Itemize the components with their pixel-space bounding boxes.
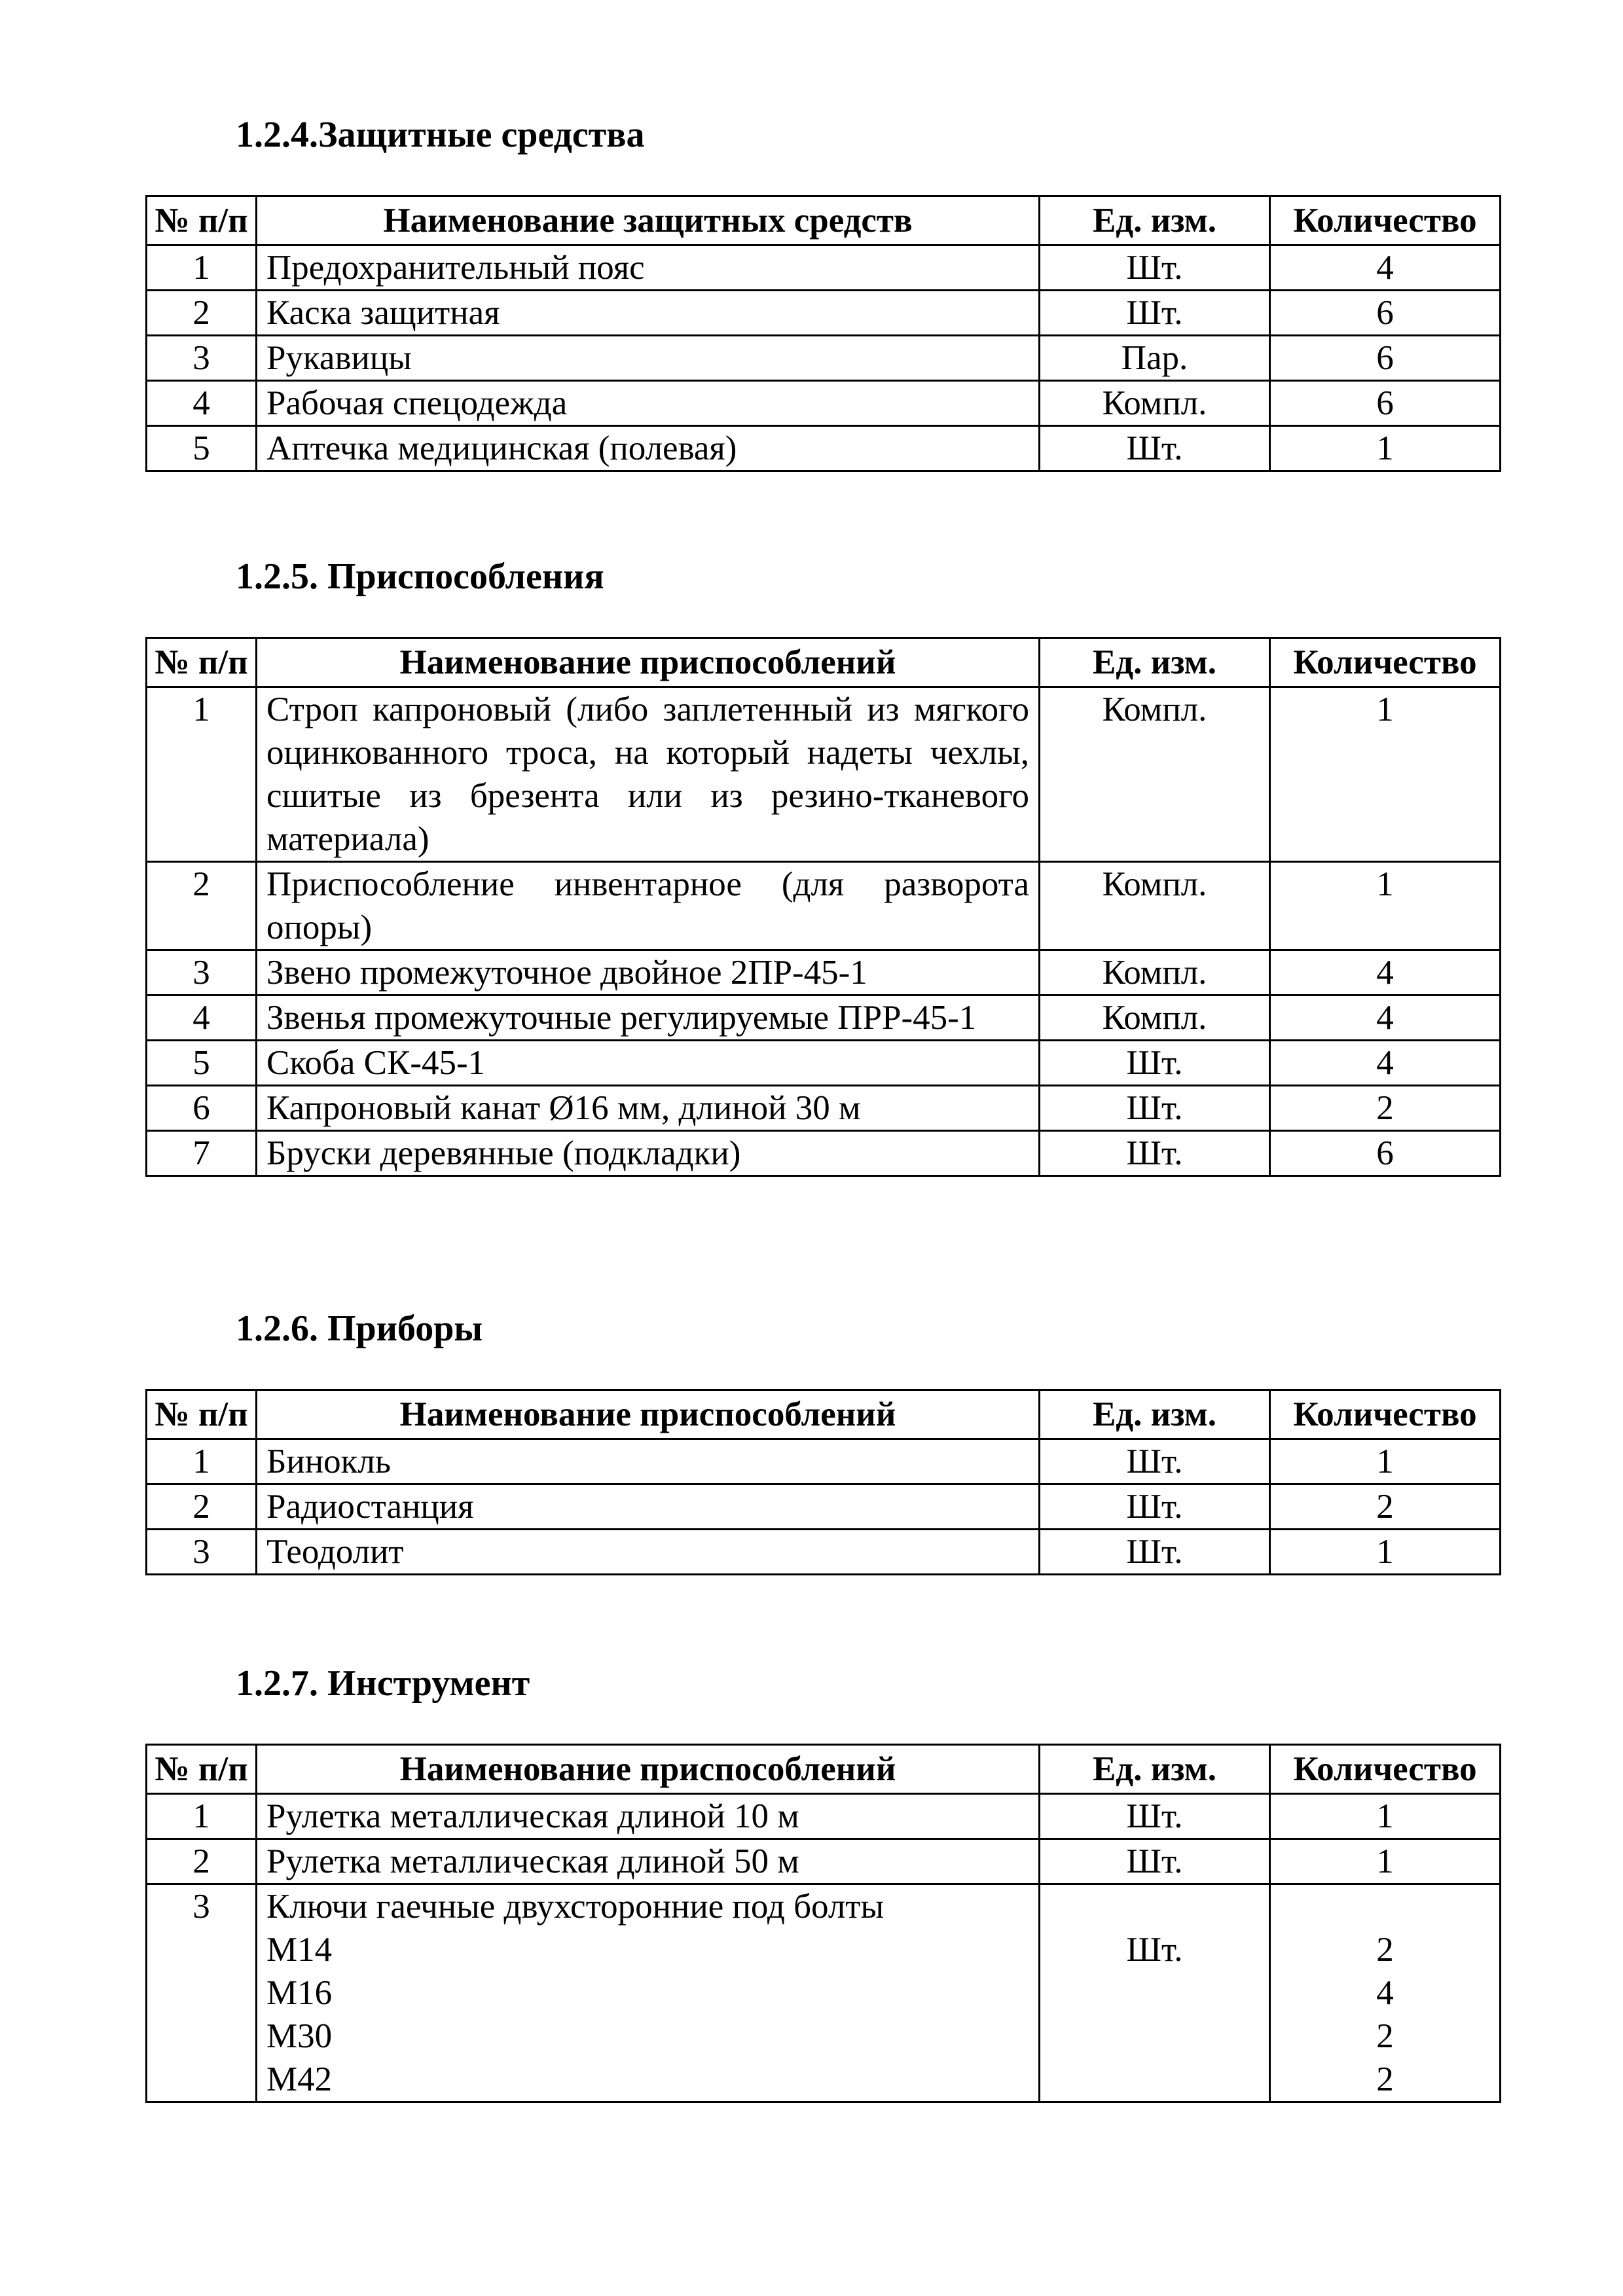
row-unit: Компл. [1040, 862, 1270, 950]
row-name: Рукавицы [257, 336, 1040, 381]
header-name: Наименование приспособлений [257, 638, 1040, 687]
row-name: Звенья промежуточные регулируемые ПРР-45-1 [257, 996, 1040, 1041]
header-num: № п/п [147, 638, 257, 687]
row-num: 1 [147, 1794, 257, 1839]
header-unit: Ед. изм. [1040, 638, 1270, 687]
row-unit: Шт. [1040, 426, 1270, 471]
table-row [147, 1131, 1501, 1176]
header-num: № п/п [147, 196, 257, 245]
row-num: 4 [147, 996, 257, 1041]
row-qty: 6 [1270, 381, 1501, 426]
section-heading-tools: 1.2.7. Инструмент [236, 1663, 530, 1704]
tools-table [145, 1744, 1501, 2103]
wrench-size: М30 [266, 2017, 333, 2055]
row-num: 1 [147, 1439, 257, 1484]
table-row [147, 245, 1501, 291]
row-unit: Шт. [1040, 1131, 1270, 1176]
row-name: Бруски деревянные (подкладки) [257, 1131, 1040, 1176]
header-qty: Количество [1270, 1390, 1501, 1439]
header-qty: Количество [1270, 196, 1501, 245]
row-qty: 4 [1270, 996, 1501, 1041]
table-header-row [147, 638, 1501, 687]
table-header-row [147, 1745, 1501, 1794]
row-unit: Шт. [1040, 1041, 1270, 1086]
row-name: Аптечка медицинская (полевая) [257, 426, 1040, 471]
row-num: 5 [147, 426, 257, 471]
row-num: 2 [147, 1839, 257, 1884]
row-name: Рулетка металлическая длиной 50 м [257, 1839, 1040, 1884]
table-row [147, 1794, 1501, 1839]
row-name: Капроновый канат Ø16 мм, длиной 30 м [257, 1086, 1040, 1131]
row-num: 2 [147, 862, 257, 950]
row-unit: Компл. [1040, 950, 1270, 996]
protective-equipment-table [145, 195, 1501, 472]
row-unit: Шт. [1040, 291, 1270, 336]
row-unit: Компл. [1040, 687, 1270, 862]
row-unit: Шт. [1040, 1086, 1270, 1131]
header-name: Наименование приспособлений [257, 1745, 1040, 1794]
row-num: 2 [147, 291, 257, 336]
row-qty: 6 [1270, 291, 1501, 336]
row-name: Каска защитная [257, 291, 1040, 336]
header-unit: Ед. изм. [1040, 1390, 1270, 1439]
row-unit: Компл. [1040, 996, 1270, 1041]
row-unit [1040, 1884, 1270, 2102]
row-qty: 4 [1270, 245, 1501, 291]
row-num: 1 [147, 245, 257, 291]
row-unit: Шт. [1040, 1484, 1270, 1530]
row-qty: 4 [1270, 950, 1501, 996]
row-qty: 4 [1270, 1041, 1501, 1086]
row-qty [1270, 1884, 1501, 2102]
wrench-qty: 2 [1376, 2060, 1394, 2098]
row-name: Бинокль [257, 1439, 1040, 1484]
wrench-qty: 2 [1376, 1931, 1394, 1969]
row-unit: Компл. [1040, 381, 1270, 426]
header-name: Наименование приспособлений [257, 1390, 1040, 1439]
table-row [147, 996, 1501, 1041]
wrench-unit: Шт. [1126, 1931, 1183, 1969]
row-qty: 6 [1270, 1131, 1501, 1176]
row-name: Радиостанция [257, 1484, 1040, 1530]
row-num: 3 [147, 1884, 257, 2102]
table-row [147, 381, 1501, 426]
row-qty: 1 [1270, 1530, 1501, 1575]
row-name: Рулетка металлическая длиной 10 м [257, 1794, 1040, 1839]
row-name: Скоба СК-45-1 [257, 1041, 1040, 1086]
row-num: 1 [147, 687, 257, 862]
row-unit: Шт. [1040, 1794, 1270, 1839]
row-name: Теодолит [257, 1530, 1040, 1575]
row-name: Рабочая спецодежда [257, 381, 1040, 426]
table-row [147, 1884, 1501, 2102]
row-qty: 1 [1270, 1439, 1501, 1484]
header-unit: Ед. изм. [1040, 1745, 1270, 1794]
wrench-qty: 2 [1376, 2017, 1394, 2055]
section-heading-instruments: 1.2.6. Приборы [236, 1308, 483, 1349]
row-qty: 2 [1270, 1484, 1501, 1530]
wrench-size: М14 [266, 1931, 333, 1969]
row-qty: 2 [1270, 1086, 1501, 1131]
row-name: Приспособление инвентарное (для разворота опоры) [257, 862, 1040, 950]
wrench-qty: 4 [1376, 1974, 1394, 2012]
header-num: № п/п [147, 1745, 257, 1794]
table-row [147, 1041, 1501, 1086]
row-unit: Шт. [1040, 1839, 1270, 1884]
row-qty: 1 [1270, 862, 1501, 950]
table-row [147, 950, 1501, 996]
row-unit: Шт. [1040, 1530, 1270, 1575]
row-num: 4 [147, 381, 257, 426]
wrench-size: М16 [266, 1974, 333, 2012]
row-qty: 1 [1270, 1794, 1501, 1839]
table-row [147, 1530, 1501, 1575]
row-num: 2 [147, 1484, 257, 1530]
row-unit: Пар. [1040, 336, 1270, 381]
row-name: Звено промежуточное двойное 2ПР-45-1 [257, 950, 1040, 996]
table-row [147, 1839, 1501, 1884]
fixtures-table [145, 637, 1501, 1177]
row-num: 3 [147, 1530, 257, 1575]
table-row [147, 862, 1501, 950]
row-unit: Шт. [1040, 245, 1270, 291]
row-num: 5 [147, 1041, 257, 1086]
row-name [257, 1884, 1040, 2102]
header-num: № п/п [147, 1390, 257, 1439]
table-header-row [147, 1390, 1501, 1439]
row-num: 6 [147, 1086, 257, 1131]
row-qty: 1 [1270, 426, 1501, 471]
header-name: Наименование защитных средств [257, 196, 1040, 245]
header-unit: Ед. изм. [1040, 196, 1270, 245]
row-name: Строп капроновый (либо заплетенный из мягкого оцинкованного троса, на который надеты чехлы, сшитые из брезента или из резино-тканевого материала) [257, 687, 1040, 862]
table-row [147, 1439, 1501, 1484]
row-num: 7 [147, 1131, 257, 1176]
row-qty: 6 [1270, 336, 1501, 381]
wrench-title: Ключи гаечные двухсторонние под болты [266, 1888, 884, 1926]
table-row [147, 1484, 1501, 1530]
wrench-size: М42 [266, 2060, 333, 2098]
row-num: 3 [147, 336, 257, 381]
header-qty: Количество [1270, 1745, 1501, 1794]
section-heading-fixtures: 1.2.5. Приспособления [236, 556, 604, 597]
row-qty: 1 [1270, 1839, 1501, 1884]
table-header-row [147, 196, 1501, 245]
header-qty: Количество [1270, 638, 1501, 687]
row-unit: Шт. [1040, 1439, 1270, 1484]
row-qty: 1 [1270, 687, 1501, 862]
row-name: Предохранительный пояс [257, 245, 1040, 291]
table-row [147, 1086, 1501, 1131]
row-num: 3 [147, 950, 257, 996]
section-heading-protective: 1.2.4.Защитные средства [236, 115, 645, 155]
table-row [147, 687, 1501, 862]
table-row [147, 426, 1501, 471]
instruments-table [145, 1389, 1501, 1575]
table-row [147, 336, 1501, 381]
table-row [147, 291, 1501, 336]
